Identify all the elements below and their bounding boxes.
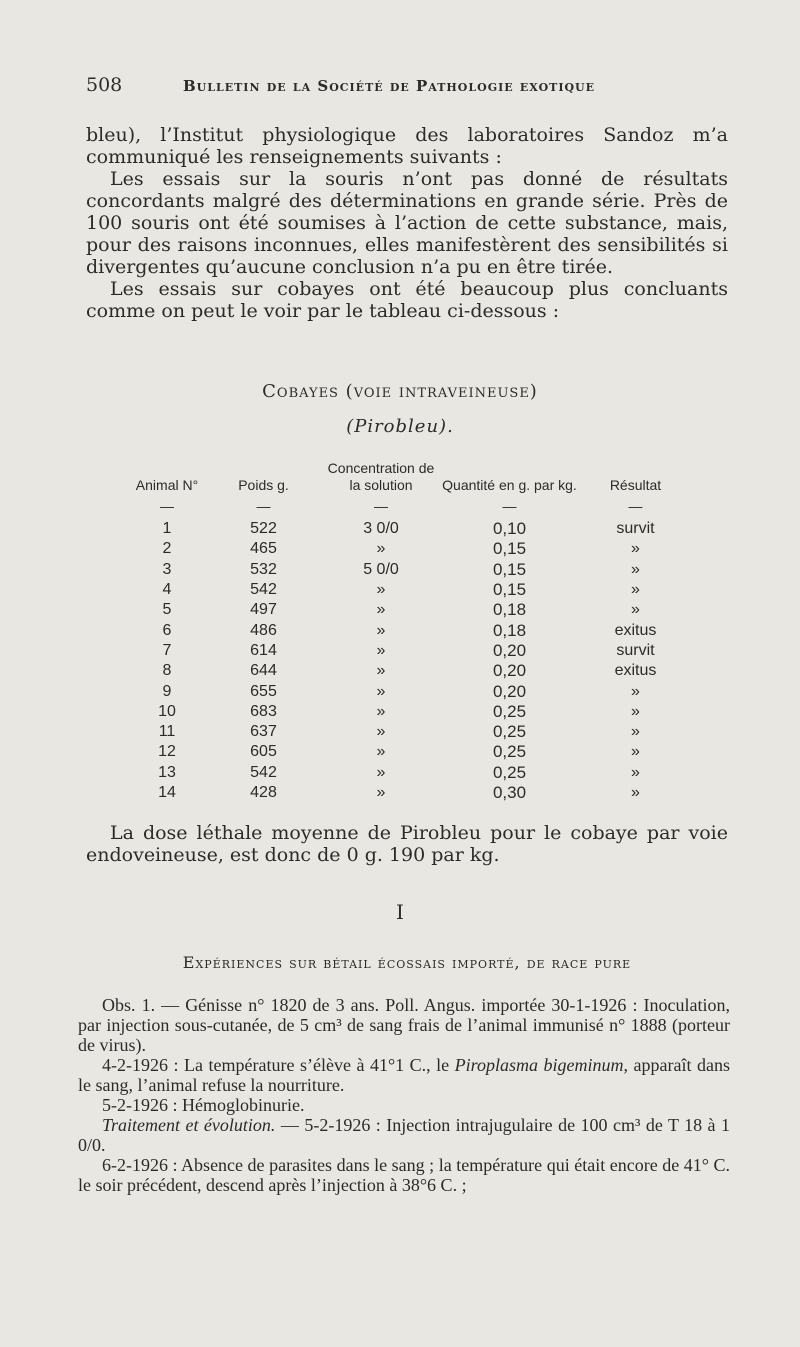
header-concentration: Concentration de la solution <box>327 460 435 493</box>
cell-quantite: 0,25 <box>492 701 527 721</box>
cell-concentration: » <box>376 621 386 639</box>
header-resultat: Résultat <box>609 477 662 493</box>
cell-poids: 655 <box>250 682 277 700</box>
observation-line-4 <box>78 1115 730 1155</box>
cell-animal: 4 <box>162 581 172 599</box>
table-row <box>128 560 693 580</box>
obs-text: — 5-2-1926 : Injection intrajugulaire de 100 cm³ de T 18 à 1 0/0. <box>78 1115 731 1155</box>
cell-quantite: 0,30 <box>492 783 527 802</box>
table-caption: Cobayes (voie intraveineuse) <box>262 381 538 402</box>
cell-poids: 497 <box>250 601 277 619</box>
cell-resultat: » <box>631 540 640 558</box>
cell-quantite: 0,10 <box>492 519 527 539</box>
obs-heading: Traitement et évolution. <box>102 1115 276 1135</box>
cell-resultat: survit <box>616 641 655 659</box>
table-row <box>128 641 693 661</box>
table-dash-row <box>128 498 693 519</box>
observation-line-2 <box>78 1055 730 1095</box>
cell-poids: 532 <box>250 560 277 578</box>
cell-resultat: » <box>631 702 640 720</box>
cell-quantite: 0,18 <box>492 600 527 620</box>
cell-concentration: » <box>376 743 386 761</box>
cell-quantite: 0,20 <box>492 640 527 660</box>
table-row <box>128 763 693 783</box>
cell-quantite: 0,15 <box>492 559 527 579</box>
cell-concentration: » <box>376 641 386 659</box>
obs-text: , apparaît dans le sang, l’animal refuse la nourriture. <box>78 1055 730 1095</box>
table-row <box>128 539 693 559</box>
cell-poids: 683 <box>250 702 277 720</box>
cell-animal: 14 <box>158 784 176 801</box>
cell-quantite: 0,25 <box>492 742 527 762</box>
cell-resultat: » <box>631 682 640 700</box>
table-row <box>128 681 693 701</box>
cell-concentration: 3 0/0 <box>363 520 399 538</box>
dash: — <box>256 498 271 514</box>
dash: — <box>160 498 174 514</box>
cell-animal: 1 <box>162 520 172 538</box>
header-quantite: Quantité en g. par kg. <box>442 477 577 493</box>
cell-quantite: 0,20 <box>492 661 527 681</box>
cell-resultat: » <box>631 784 640 801</box>
cell-concentration: 5 0/0 <box>363 560 399 578</box>
cell-poids: 605 <box>250 743 277 761</box>
table-row <box>128 702 693 722</box>
dash: — <box>628 498 643 514</box>
table-body <box>128 519 693 803</box>
cell-resultat: » <box>631 723 640 741</box>
cell-concentration: » <box>376 702 386 720</box>
cell-poids: 542 <box>250 763 277 781</box>
cell-animal: 5 <box>162 601 172 619</box>
cell-animal: 13 <box>158 763 176 781</box>
cell-concentration: » <box>376 723 386 741</box>
results-table <box>128 460 693 803</box>
dash: — <box>502 498 517 514</box>
table-row <box>128 661 693 681</box>
table-row <box>128 620 693 640</box>
cell-resultat: exitus <box>614 662 657 680</box>
page-number: 508 <box>86 74 123 96</box>
cell-animal: 9 <box>162 682 172 700</box>
cell-resultat: » <box>631 743 640 761</box>
cell-resultat: survit <box>616 520 655 538</box>
obs-text: 4-2-1926 : La température s’élève à 41°1 C., le <box>102 1055 455 1075</box>
observation-line-1: Obs. 1. — Génisse n° 1820 de 3 ans. Poll. Angus. importée 30-1-1926 : Inoculation, par injection sous-cutanée, de 5 cm³ de sang frais de l’animal immunisé n° 1888 (porteur de virus). <box>78 995 730 1055</box>
observation-block <box>78 995 730 1195</box>
observation-line-3: 5-2-1926 : Hémoglobinurie. <box>102 1095 305 1115</box>
intro-paragraph-1: bleu), l’Institut physiologique des laboratoires Sandoz m’a communiqué les renseignements suivants : <box>86 124 728 168</box>
table-row <box>128 519 693 539</box>
table-row <box>128 783 693 803</box>
cell-quantite: 0,15 <box>492 580 527 600</box>
cell-poids: 522 <box>250 520 277 538</box>
section-title: Expériences sur bétail écossais importé, de race pure <box>182 953 632 972</box>
cell-concentration: » <box>376 581 386 599</box>
table-row <box>128 742 693 762</box>
cell-poids: 542 <box>250 581 277 599</box>
header-poids: Poids g. <box>238 477 289 493</box>
cell-concentration: » <box>376 682 386 700</box>
cell-animal: 8 <box>162 662 172 680</box>
running-title: Bulletin de la Société de Pathologie exotique <box>183 77 596 95</box>
cell-poids: 637 <box>250 723 277 741</box>
cell-concentration: » <box>376 601 386 619</box>
intro-text <box>86 124 728 322</box>
cell-resultat: exitus <box>614 621 657 639</box>
cell-animal: 10 <box>158 702 176 720</box>
cell-concentration: » <box>376 540 386 558</box>
section-number: I <box>396 900 404 924</box>
cell-quantite: 0,15 <box>492 539 527 559</box>
table-subcaption: (Pirobleu). <box>346 416 454 437</box>
cell-quantite: 0,20 <box>492 681 527 701</box>
cell-poids: 644 <box>250 662 277 680</box>
intro-paragraph-2: Les essais sur la souris n’ont pas donné de résultats concordants malgré des déterminations en grande série. Près de 100 souris ont été soumises à l’action de cette substance, mais, pour des raisons inconnues, elles manifestèrent des sensibilités si divergentes qu’aucune conclusion n’a pu en être tirée. <box>86 168 728 278</box>
cell-animal: 2 <box>162 540 172 558</box>
cell-animal: 7 <box>162 641 172 659</box>
observation-line-5: 6-2-1926 : Absence de parasites dans le sang ; la température qui était encore de 41° C. le soir précédent, descend après l’injection à 38°6 C. ; <box>78 1155 730 1195</box>
cell-poids: 465 <box>250 540 277 558</box>
table-row <box>128 580 693 600</box>
cell-resultat: » <box>631 560 640 578</box>
cell-poids: 614 <box>250 641 277 659</box>
table-row <box>128 722 693 742</box>
cell-poids: 486 <box>250 621 277 639</box>
page-header <box>86 74 726 104</box>
cell-animal: 11 <box>158 723 176 741</box>
cell-resultat: » <box>631 581 640 599</box>
obs-species: Piroplasma bigeminum <box>454 1055 624 1075</box>
cell-animal: 6 <box>162 621 172 639</box>
cell-concentration: » <box>376 784 386 801</box>
cell-quantite: 0,25 <box>492 762 527 782</box>
header-animal: Animal N° <box>135 477 199 493</box>
cell-poids: 428 <box>250 784 277 801</box>
table-row <box>128 600 693 620</box>
conclusion-text <box>86 822 728 866</box>
cell-animal: 3 <box>162 560 172 578</box>
cell-resultat: » <box>631 763 640 781</box>
intro-paragraph-3: Les essais sur cobayes ont été beaucoup plus concluants comme on peut le voir par le tableau ci-dessous : <box>86 278 728 322</box>
cell-resultat: » <box>631 601 640 619</box>
conclusion-paragraph: La dose léthale moyenne de Pirobleu pour le cobaye par voie endoveineuse, est donc de 0 g. 190 par kg. <box>86 822 728 866</box>
cell-quantite: 0,18 <box>492 620 527 640</box>
cell-concentration: » <box>376 763 386 781</box>
table-header-row <box>128 460 693 498</box>
dash: — <box>374 498 388 514</box>
cell-animal: 12 <box>158 743 176 761</box>
cell-concentration: » <box>376 662 386 680</box>
cell-quantite: 0,25 <box>492 722 527 742</box>
